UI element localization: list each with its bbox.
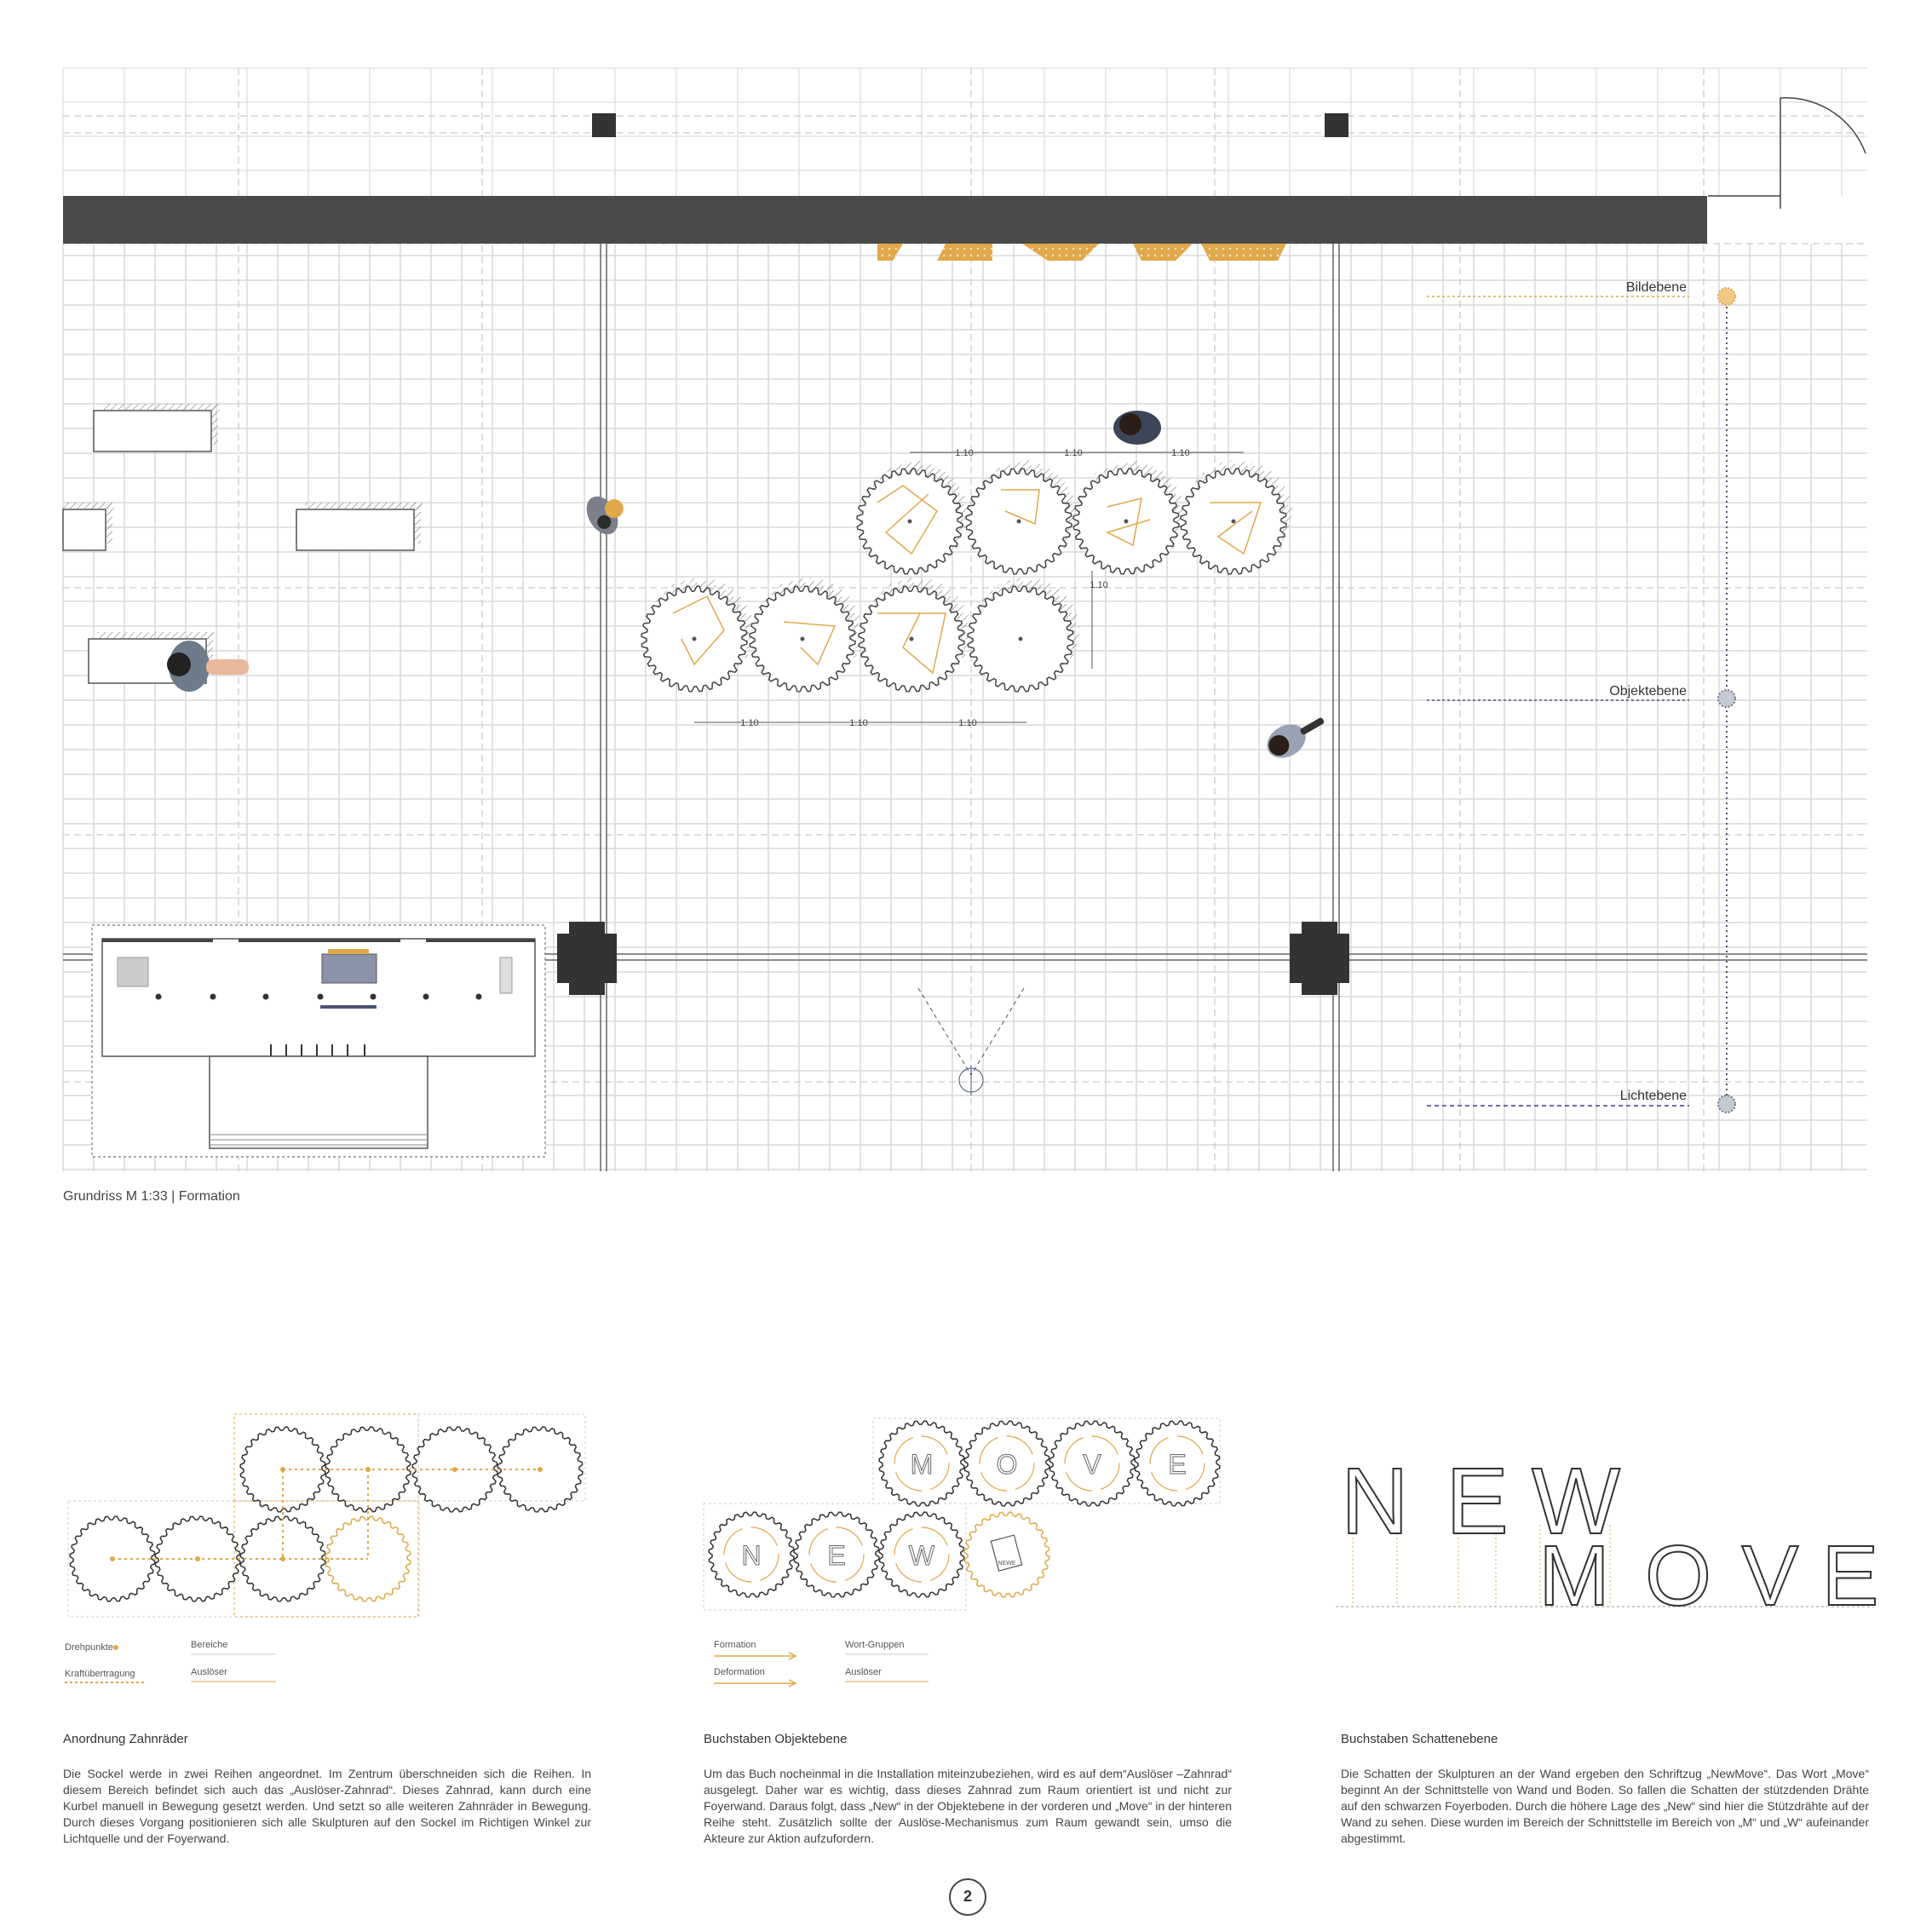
- column-3-text: Die Schatten der Skulpturen an der Wand ergeben den Schriftzug „NewMove“. Das Wort „Move“ beginnt An der Schnittstelle von Wand und Boden. So fallen die Schatten der stützdenden Drähte auf den schwarzen Foyerboden. Durch die höhere Lage des „New“ sind hier die Stützdrähte auf der Wand zu sehen. Diese wurden im Bereich der Schnittstelle im Bereich von „M“ und „W“ aufeinander abgestimmt.: [1341, 1767, 1869, 1845]
- door-swing: [1780, 98, 1866, 153]
- plan-caption: Grundriss M 1:33 | Formation: [63, 1189, 240, 1204]
- plan-gears: [641, 460, 1293, 692]
- shadow-letter: O: [1645, 1528, 1711, 1624]
- foyer-wall: [63, 196, 1707, 244]
- reception-counter: [92, 925, 545, 1157]
- dimension-label: 1.10: [958, 718, 977, 728]
- legend-wort-gruppen: Wort-Gruppen: [845, 1640, 905, 1650]
- wall-shadow-letters: [877, 244, 1286, 261]
- legend-drehpunkte: Drehpunkte: [65, 1642, 113, 1653]
- objektebene-marker: [1718, 690, 1735, 707]
- shadow-letter: W: [1532, 1449, 1620, 1554]
- dimension-label: 1.10: [1171, 448, 1190, 458]
- bildebene-marker: [1718, 288, 1735, 305]
- column-post: [1325, 113, 1348, 137]
- legend-bereiche: Bereiche: [191, 1640, 228, 1650]
- layer-label-bildebene: Bildebene: [1625, 280, 1687, 295]
- gear-letter: E: [827, 1540, 846, 1571]
- plan-gear: [1073, 460, 1186, 574]
- column-1-text: Die Sockel werde in zwei Reihen angeordnet. Im Zentrum überschneiden sich die Reihen. In diesem Bereich befindet sich auch das „Auslöser-Zahnrad“. Dieses Zahnrad, kann durch eine Kurbel manuell in Bewegung gesetzt werden. Und setzt so alle weiteren Zahnräder in Bewegung. Durch dieses Vorgang positionieren sich alle Skulpturen auf den Sockel im Richtigen Winkel zur Lichtquelle und der Foyerwand.: [63, 1767, 591, 1845]
- legend-ausloeser-2: Auslöser: [845, 1667, 882, 1677]
- benches: [63, 404, 423, 683]
- dimension-label: 1.10: [955, 448, 974, 458]
- legend-formation: Formation: [714, 1640, 756, 1650]
- plan-gear: [750, 578, 862, 692]
- plan-gear: [968, 578, 1080, 692]
- plan-gear: [641, 578, 754, 692]
- shadow-letter: N: [1341, 1449, 1409, 1554]
- column-2-text: Um das Buch nocheinmal in die Installation miteinzubeziehen, wird es auf dem“Auslöser –Zahnrad“ ausgelegt. Daher war es wichtig, dass dieses Zahnrad zum Raum orientiert ist und nicht zur Foyerwand. Daraus folgt, dass „New“ in der Objektebene in der vorderen und „Move“ in der hinteren Reihe steht. Zusätzlich sollte der Auslöse-Mechanismus zum Raum gewandt sein, umso die Akteure zur Aktion aufzufordern.: [704, 1767, 1232, 1845]
- column-2-title: Buchstaben Objektebene: [704, 1732, 848, 1746]
- book-label: NEWE: [998, 1561, 1016, 1567]
- shadow-letter: E: [1446, 1449, 1509, 1554]
- shadow-letter: M: [1538, 1528, 1610, 1624]
- object-letters-diagram: [704, 1418, 1220, 1687]
- gear-letter: O: [996, 1449, 1018, 1480]
- legend-deformation: Deformation: [714, 1667, 765, 1677]
- shadow-letter: E: [1821, 1528, 1879, 1624]
- gear-letter: N: [741, 1540, 762, 1571]
- column-post: [592, 113, 616, 137]
- dimension-label: 1.10: [740, 718, 759, 728]
- gear-letter: W: [908, 1540, 935, 1571]
- dimension-label: 1.10: [1064, 448, 1083, 458]
- shadow-letters-diagram: [1336, 1449, 1878, 1624]
- legend-ausloeser-1: Auslöser: [191, 1667, 227, 1677]
- gear-letter: V: [1083, 1449, 1101, 1480]
- dimension-label: 1.10: [1090, 580, 1108, 590]
- gear-arrangement-diagram: [65, 1414, 585, 1682]
- layer-label-objektebene: Objektebene: [1609, 684, 1687, 699]
- page-number: 2: [949, 1878, 986, 1916]
- gear-letter: E: [1168, 1449, 1187, 1480]
- shadow-letter: V: [1741, 1528, 1799, 1624]
- legend-kraftuebertragung: Kraftübertragung: [65, 1669, 135, 1679]
- lichtebene-marker: [1718, 1095, 1735, 1113]
- gear-letter: M: [910, 1449, 934, 1480]
- dimension-label: 1.10: [849, 718, 868, 728]
- column-3-title: Buchstaben Schattenebene: [1341, 1732, 1498, 1746]
- column-1-title: Anordnung Zahnräder: [63, 1732, 188, 1746]
- layer-label-lichtebene: Lichtebene: [1619, 1089, 1687, 1103]
- plan-gear: [859, 578, 971, 692]
